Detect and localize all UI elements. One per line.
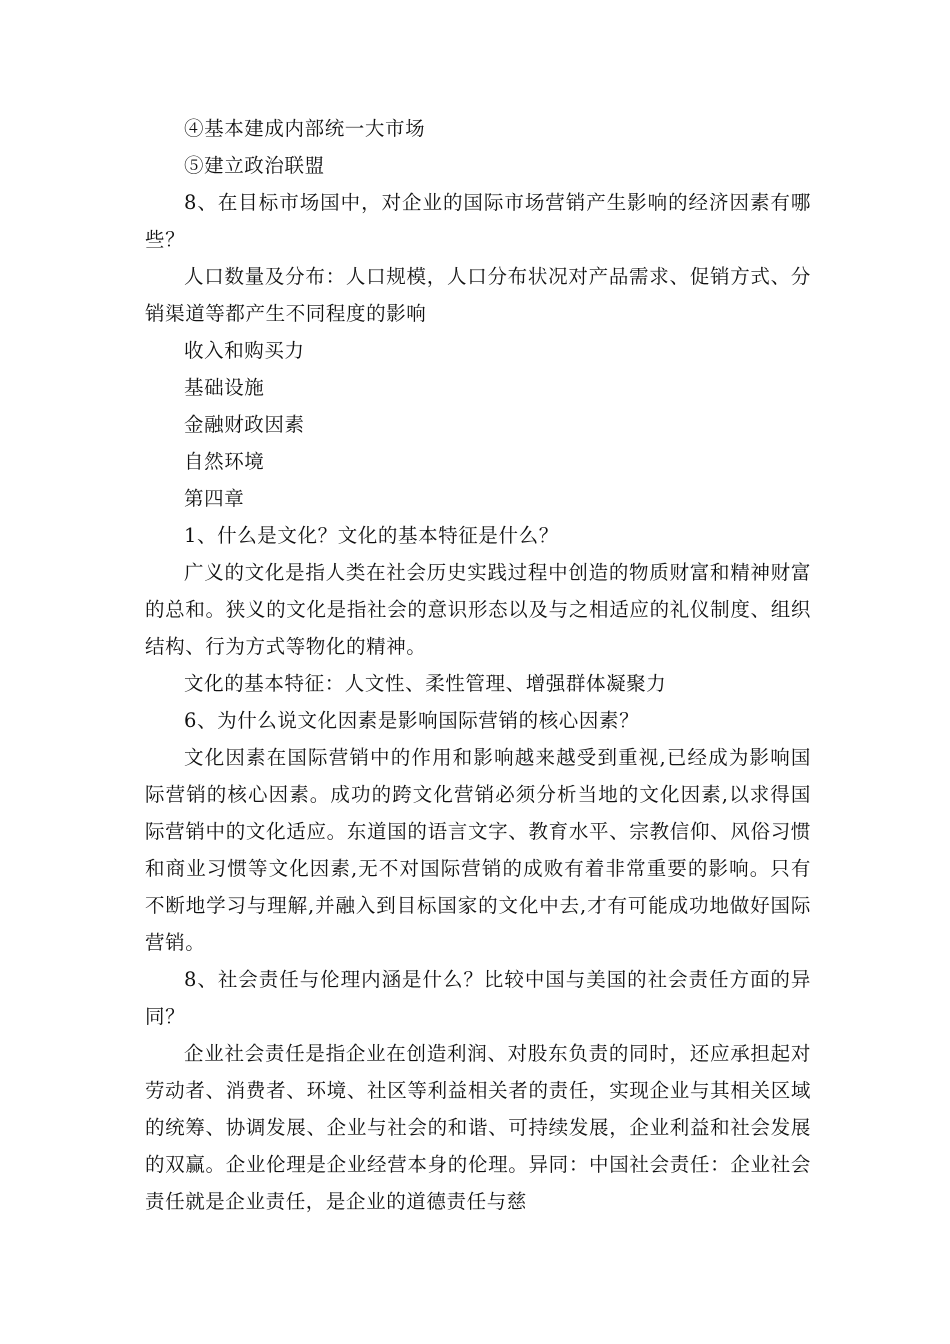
list-item-4: ④基本建成内部统一大市场 bbox=[184, 117, 426, 140]
question-1-culture: 1、什么是文化？文化的基本特征是什么？ bbox=[184, 524, 559, 547]
question-8-economic-factors: 8、在目标市场国中，对企业的国际市场营销产生影响的经济因素有哪些？ bbox=[145, 191, 811, 251]
chapter-heading: 第四章 bbox=[184, 487, 245, 510]
answer-culture-definition: 广义的文化是指人类在社会历史实践过程中创造的物质财富和精神财富的总和。狭义的文化是指社会的意识形态以及与之相适应的礼仪制度、组织结构、行为方式等物化的精神。 bbox=[145, 561, 811, 658]
answer-environment: 自然环境 bbox=[184, 450, 265, 473]
list-item-5: ⑤建立政治联盟 bbox=[184, 154, 325, 177]
answer-finance: 金融财政因素 bbox=[184, 413, 305, 436]
document-body bbox=[145, 110, 811, 1220]
question-6-culture-core: 6、为什么说文化因素是影响国际营销的核心因素？ bbox=[184, 709, 640, 732]
answer-infrastructure: 基础设施 bbox=[184, 376, 265, 399]
answer-income: 收入和购买力 bbox=[184, 339, 305, 362]
answer-social-responsibility: 企业社会责任是指企业在创造利润、对股东负责的同时，还应承担起对劳动者、消费者、环境、社区等利益相关者的责任，实现企业与其相关区域的统筹、协调发展、企业与社会的和谐、可持续发展，企业利益和社会发展的双赢。企业伦理是企业经营本身的伦理。异同：中国社会责任：企业社会责任就是企业责任，是企业的道德责任与慈 bbox=[145, 1042, 811, 1213]
question-8-social-responsibility: 8、社会责任与伦理内涵是什么？比较中国与美国的社会责任方面的异同？ bbox=[145, 968, 811, 1028]
answer-population: 人口数量及分布：人口规模，人口分布状况对产品需求、促销方式、分销渠道等都产生不同程度的影响 bbox=[145, 265, 811, 325]
answer-culture-core: 文化因素在国际营销中的作用和影响越来越受到重视,已经成为影响国际营销的核心因素。成功的跨文化营销必须分析当地的文化因素,以求得国际营销中的文化适应。东道国的语言文字、教育水平、宗教信仰、风俗习惯和商业习惯等文化因素,无不对国际营销的成败有着非常重要的影响。只有不断地学习与理解,并融入到目标国家的文化中去,才有可能成功地做好国际营销。 bbox=[145, 746, 811, 954]
answer-culture-features: 文化的基本特征：人文性、柔性管理、增强群体凝聚力 bbox=[184, 672, 667, 695]
